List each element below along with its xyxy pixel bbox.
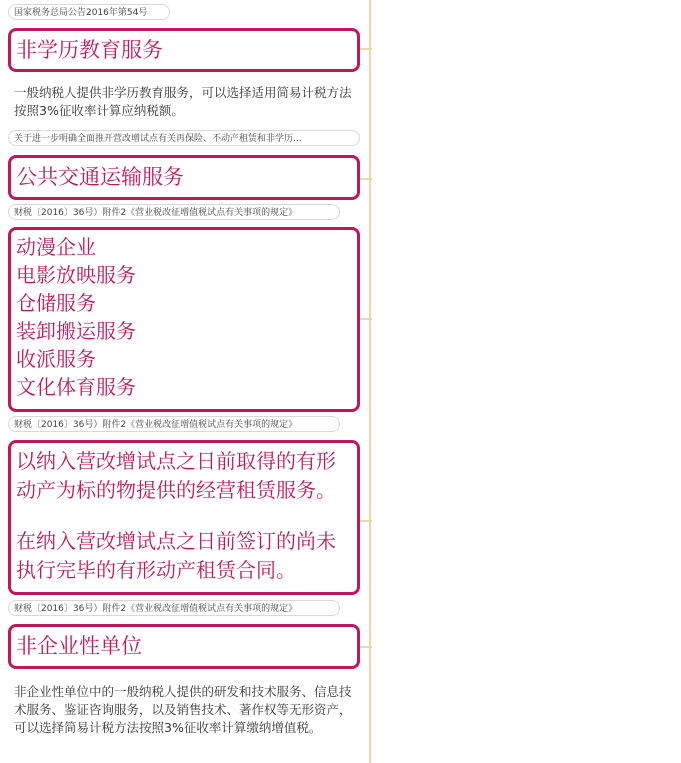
paragraph-line: 以纳入营改增试点之日前取得的有形 <box>16 449 336 473</box>
source-tag: 国家税务总局公告2016年第54号 <box>8 4 170 20</box>
list-item: 装卸搬运服务 <box>16 319 136 343</box>
list-item: 仓储服务 <box>16 291 96 315</box>
connector-line <box>369 0 371 763</box>
heading-text: 非企业性单位 <box>16 634 142 658</box>
source-tag: 财税〔2016〕36号）附件2《营业税改征增值税试点有关事项的规定》 <box>8 204 340 220</box>
connector-tick <box>360 178 372 180</box>
paragraph-box <box>8 440 360 595</box>
heading-text: 非学历教育服务 <box>16 38 163 62</box>
source-tag: 财税〔2016〕36号）附件2《营业税改征增值税试点有关事项的规定》 <box>8 416 340 432</box>
connector-tick <box>360 48 372 50</box>
list-item: 文化体育服务 <box>16 375 136 399</box>
heading-box <box>8 28 360 72</box>
connector-tick <box>360 520 372 522</box>
list-item: 动漫企业 <box>16 235 96 259</box>
list-item: 收派服务 <box>16 347 96 371</box>
list-box <box>8 227 360 412</box>
heading-box <box>8 624 360 669</box>
heading-box <box>8 155 360 200</box>
list-item: 电影放映服务 <box>16 263 136 287</box>
paragraph-line: 在纳入营改增试点之日前签订的尚未 <box>16 529 336 553</box>
connector-tick <box>360 646 372 648</box>
spacer <box>16 505 352 527</box>
paragraph-line: 动产为标的物提供的经营租赁服务。 <box>16 478 336 502</box>
connector-tick <box>360 318 372 320</box>
paragraph-line: 执行完毕的有形动产租赁合同。 <box>16 558 296 582</box>
source-tag: 财税〔2016〕36号）附件2《营业税改征增值税试点有关事项的规定》 <box>8 600 340 616</box>
source-tag: 关于进一步明确全面推开营改增试点有关再保险、不动产租赁和非学历... <box>8 130 360 146</box>
heading-text: 公共交通运输服务 <box>16 165 184 189</box>
body-text: 非企业性单位中的一般纳税人提供的研发和技术服务、信息技术服务、鉴证咨询服务，以及销售技术、著作权等无形资产，可以选择简易计税方法按照3%征收率计算缴纳增值税。 <box>14 684 352 735</box>
body-text: 一般纳税人提供非学历教育服务，可以选择适用简易计税方法按照3%征收率计算应纳税额。 <box>14 85 352 118</box>
